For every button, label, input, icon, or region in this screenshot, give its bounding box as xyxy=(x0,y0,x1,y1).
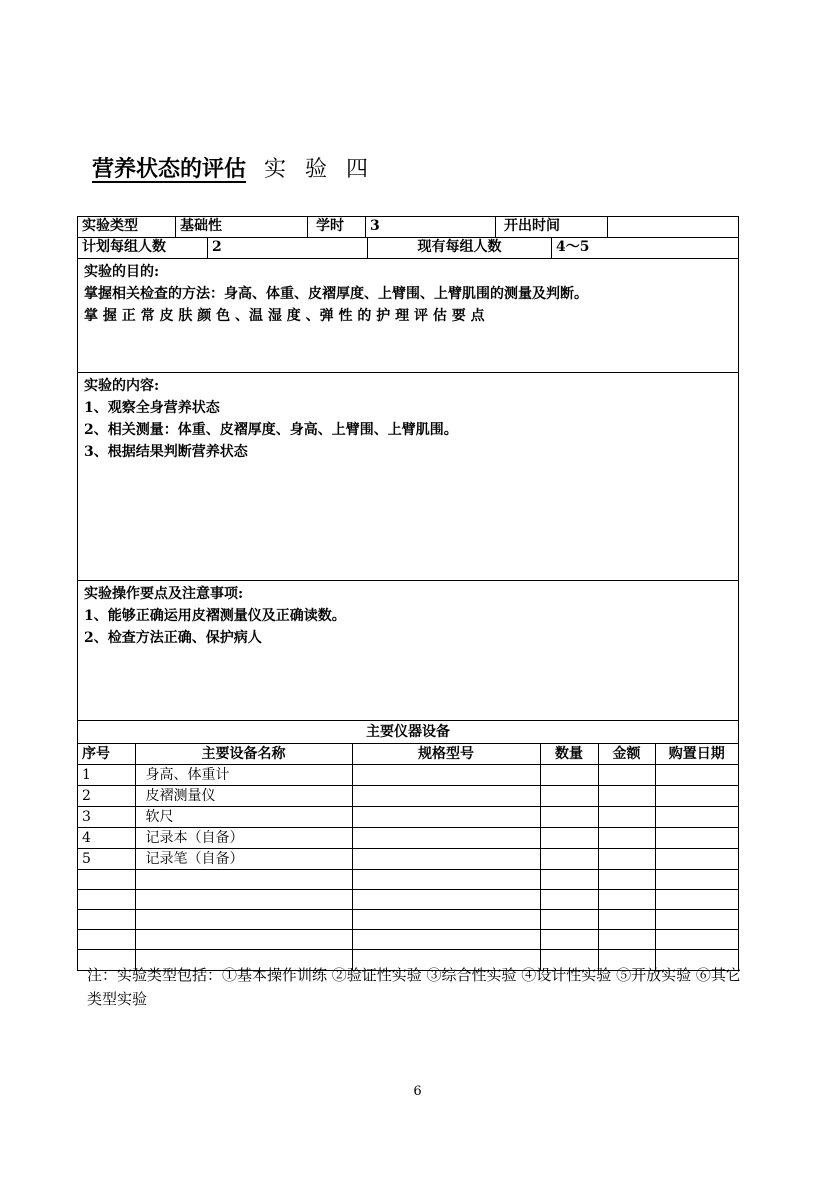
table-cell xyxy=(598,870,655,890)
table-row xyxy=(78,765,738,786)
title-sub: 实 验 四 xyxy=(264,157,375,182)
table-cell xyxy=(655,910,738,930)
table-cell xyxy=(655,870,738,890)
footnote: 注：实验类型包括：①基本操作训练 ②验证性实验 ③综合性实验 ④设计性实验 ⑤开放实验 ⑥其它类型实验 xyxy=(87,966,741,1008)
table-cell xyxy=(598,849,655,870)
notes-line: 2、检查方法正确、保护病人 xyxy=(84,630,262,646)
content-section xyxy=(78,373,738,581)
table-cell xyxy=(78,890,135,910)
current-value: 4～5 xyxy=(556,239,590,255)
table-row xyxy=(78,807,738,828)
table-cell: 3 xyxy=(78,807,135,828)
hours-label: 学时 xyxy=(308,217,366,237)
table-cell xyxy=(540,890,598,910)
table-cell xyxy=(540,849,598,870)
current-label: 现有每组人数 xyxy=(368,238,552,258)
table-cell xyxy=(352,890,540,910)
col-header: 规格型号 xyxy=(352,744,540,765)
content-line: 2、相关测量：体重、皮褶厚度、身高、上臂围、上臂肌围。 xyxy=(84,422,458,438)
content-line: 1、观察全身营养状态 xyxy=(84,400,220,416)
table-cell xyxy=(655,849,738,870)
purpose-line: 掌 握 正 常 皮 肤 颜 色 、温 湿 度 、弹 性 的 护 理 评 估 要 点 xyxy=(84,308,485,324)
table-cell xyxy=(135,890,352,910)
purpose-heading: 实验的目的: xyxy=(84,264,160,280)
table-cell xyxy=(540,930,598,950)
table-row xyxy=(78,910,738,930)
table-cell xyxy=(655,890,738,910)
table-cell xyxy=(352,910,540,930)
table-cell xyxy=(540,786,598,807)
table-cell xyxy=(135,870,352,890)
planned-value: 2 xyxy=(208,238,368,258)
table-cell: 2 xyxy=(78,786,135,807)
table-cell xyxy=(655,807,738,828)
col-header: 序号 xyxy=(78,744,135,765)
page-title xyxy=(92,152,374,183)
table-cell xyxy=(78,910,135,930)
time-label: 开出时间 xyxy=(496,217,608,237)
notes-heading: 实验操作要点及注意事项: xyxy=(84,586,244,602)
planned-label: 计划每组人数 xyxy=(78,238,208,258)
table-cell xyxy=(352,870,540,890)
table-cell xyxy=(78,870,135,890)
table-cell xyxy=(598,828,655,849)
equipment-table xyxy=(78,744,738,970)
table-cell: 记录本（自备） xyxy=(135,828,352,849)
table-cell xyxy=(352,849,540,870)
table-cell xyxy=(598,890,655,910)
content-heading: 实验的内容: xyxy=(84,378,160,394)
content-line: 3、根据结果判断营养状态 xyxy=(84,444,248,460)
table-cell: 记录笔（自备） xyxy=(135,849,352,870)
table-cell xyxy=(540,828,598,849)
equipment-heading: 主要仪器设备 xyxy=(78,721,738,744)
table-cell xyxy=(352,828,540,849)
type-label: 实验类型 xyxy=(78,217,176,237)
title-main: 营养状态的评估 xyxy=(92,156,247,182)
col-header: 数量 xyxy=(540,744,598,765)
col-header: 主要设备名称 xyxy=(135,744,352,765)
table-cell xyxy=(598,910,655,930)
equipment-header-row xyxy=(78,744,738,765)
table-cell: 皮褶测量仪 xyxy=(135,786,352,807)
table-cell xyxy=(655,765,738,786)
info-row-1 xyxy=(78,217,738,238)
table-cell xyxy=(598,765,655,786)
table-cell xyxy=(78,930,135,950)
table-cell: 1 xyxy=(78,765,135,786)
table-cell xyxy=(352,930,540,950)
table-cell xyxy=(352,807,540,828)
table-cell: 软尺 xyxy=(135,807,352,828)
table-row xyxy=(78,786,738,807)
table-cell xyxy=(598,807,655,828)
table-cell xyxy=(540,870,598,890)
type-value: 基础性 xyxy=(176,217,308,237)
table-cell xyxy=(598,786,655,807)
table-cell xyxy=(540,807,598,828)
table-cell: 4 xyxy=(78,828,135,849)
table-cell xyxy=(352,765,540,786)
purpose-line: 掌握相关检查的方法：身高、体重、皮褶厚度、上臂围、上臂肌围的测量及判断。 xyxy=(84,286,588,302)
hours-value: 3 xyxy=(366,217,496,237)
table-row xyxy=(78,930,738,950)
table-cell: 5 xyxy=(78,849,135,870)
table-cell: 身高、体重计 xyxy=(135,765,352,786)
table-cell xyxy=(655,828,738,849)
table-cell xyxy=(655,786,738,807)
table-cell xyxy=(135,910,352,930)
col-header: 金额 xyxy=(598,744,655,765)
table-row xyxy=(78,828,738,849)
table-cell xyxy=(135,930,352,950)
info-row-2 xyxy=(78,238,738,259)
table-cell xyxy=(598,930,655,950)
experiment-form xyxy=(77,216,739,971)
notes-line: 1、能够正确运用皮褶测量仪及正确读数。 xyxy=(84,608,346,624)
table-cell xyxy=(540,765,598,786)
table-cell xyxy=(655,930,738,950)
col-header: 购置日期 xyxy=(655,744,738,765)
table-row xyxy=(78,890,738,910)
table-cell xyxy=(540,910,598,930)
page-number: 6 xyxy=(413,1084,422,1099)
time-value xyxy=(608,217,738,237)
table-cell xyxy=(352,786,540,807)
table-row xyxy=(78,849,738,870)
table-row xyxy=(78,870,738,890)
notes-section xyxy=(78,581,738,721)
purpose-section xyxy=(78,259,738,373)
